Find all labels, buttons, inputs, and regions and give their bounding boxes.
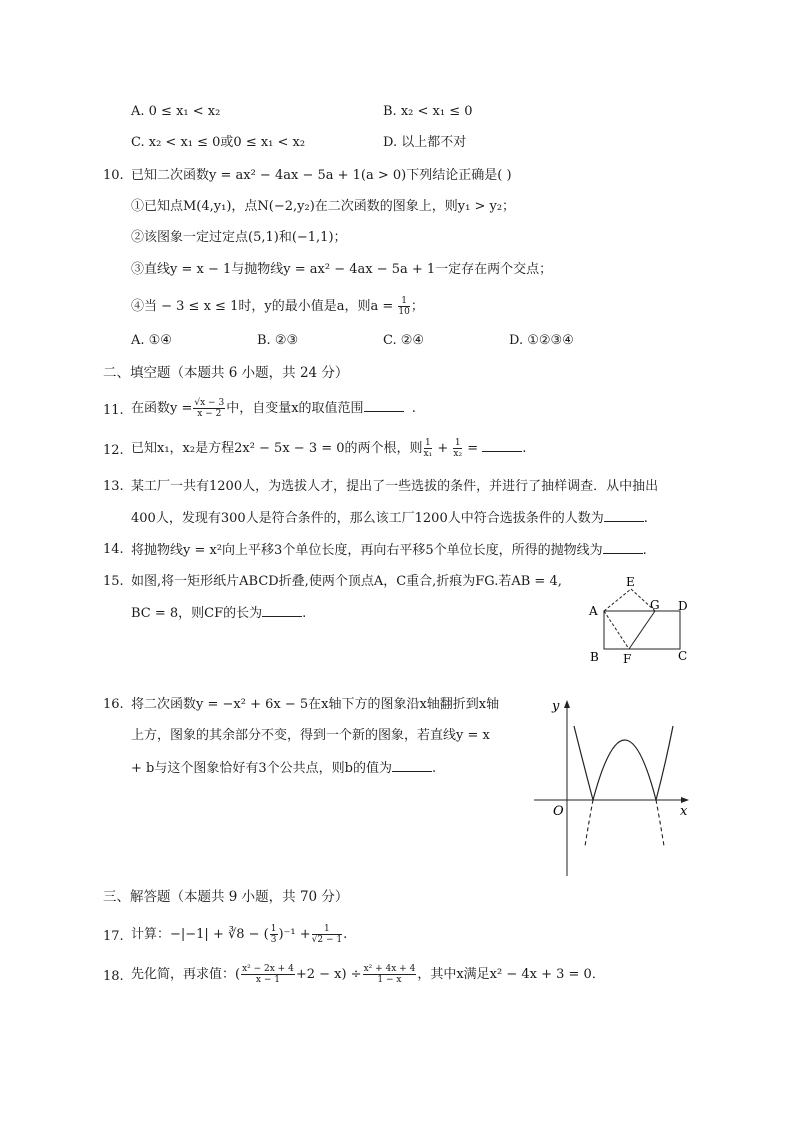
frac-denominator: 10 (398, 307, 410, 317)
q10-number: 10. (103, 168, 124, 183)
label-e: E (626, 575, 635, 589)
right-branch-curve (656, 726, 673, 800)
label-a: A (589, 604, 598, 618)
q16-line-1: 将二次函数y = −x² + 6x − 5在x轴下方的图象沿x轴翻折到x轴 (131, 697, 500, 712)
q11-number: 11. (103, 403, 124, 418)
q14-text (131, 541, 647, 560)
q16-end: . (431, 761, 437, 776)
q17-fraction-1 (270, 924, 278, 945)
q12-answer-blank[interactable] (482, 439, 522, 452)
q16-line-3 (131, 759, 436, 778)
q15-line-2 (131, 604, 306, 623)
label-b: B (590, 650, 599, 664)
left-branch-curve (574, 726, 593, 800)
q10-option-d: D. ①②③④ (509, 333, 574, 348)
label-x: x (680, 804, 688, 819)
label-o: O (553, 804, 564, 819)
label-d: D (678, 599, 688, 613)
q11-text (131, 398, 416, 419)
y-axis-arrow-icon (564, 700, 570, 708)
q14-number: 14. (103, 542, 124, 557)
x-axis-arrow-icon (681, 797, 689, 803)
q18-number: 18. (103, 969, 124, 984)
frac-denominator: √2 − 1 (311, 935, 343, 945)
q13-answer-blank[interactable] (604, 509, 644, 522)
q10-statement-3: ③直线y = x − 1与抛物线y = ax² − 4ax − 5a + 1一定存在两个交点； (131, 262, 553, 277)
q17-end: . (343, 927, 348, 942)
q12-fraction-2 (453, 438, 462, 459)
q15-answer-blank[interactable] (262, 604, 302, 617)
section-2-heading: 二、填空题（本题共 6 小题，共 24 分） (103, 365, 349, 381)
dashed-original-right (656, 800, 664, 846)
q10-s4-end: ； (410, 299, 424, 314)
q13-end: . (643, 511, 648, 526)
q15-number: 15. (103, 574, 124, 589)
q18-post: ，其中x满足x² − 4x + 3 = 0． (417, 967, 605, 982)
q10-statement-4 (131, 296, 424, 317)
q16-line-3-text: + b与这个图象恰好有3个公共点，则b的值为 (131, 761, 392, 776)
q18-text (131, 964, 605, 985)
q12-text (131, 438, 526, 459)
q17-fraction-2 (312, 924, 342, 945)
q17-text (131, 924, 347, 945)
crease-fg (629, 611, 655, 649)
q13-number: 13. (103, 479, 124, 494)
label-y: y (552, 699, 560, 714)
frac-denominator: x − 1 (255, 975, 280, 985)
q18-fraction-2 (363, 964, 417, 985)
q10-statement-1: ①已知点M(4,y₁)，点N(−2,y₂)在二次函数的图象上，则y₁ > y₂； (131, 199, 516, 214)
q11-post: 中，自变量x的取值范围 (226, 401, 364, 416)
q15-rectangle-fold-figure (584, 574, 694, 669)
q18-mid: +2 − x) ÷ (295, 967, 362, 982)
q12-fraction-1 (424, 438, 433, 459)
frac-denominator: 3 (270, 935, 277, 945)
q16-number: 16. (103, 697, 124, 712)
q17-pre: 计算：−|−1| + ∛8 − ( (131, 927, 269, 942)
q11-answer-blank[interactable] (364, 399, 404, 412)
fold-edge-af (604, 611, 629, 649)
q11-end: . (411, 401, 416, 416)
frac-denominator: x₂ (453, 449, 463, 459)
q15-line-2-text: BC = 8，则CF的长为 (131, 606, 263, 621)
q9-option-d: D. 以上都不对 (383, 135, 467, 150)
q12-number: 12. (103, 443, 124, 458)
frac-numerator: 1 (312, 924, 342, 935)
q16-graph-figure (530, 696, 695, 881)
q18-fraction-1 (241, 964, 295, 985)
dashed-original-left (585, 800, 593, 846)
frac-numerator: 1 (454, 438, 461, 448)
q13-line-2 (131, 509, 648, 528)
q16-answer-blank[interactable] (392, 759, 432, 772)
q18-pre: 先化简，再求值：( (131, 967, 241, 982)
fold-edge-ae (604, 589, 631, 611)
frac-numerator: 1 (425, 438, 431, 448)
q14-end: . (642, 543, 647, 558)
q10-option-b: B. ②③ (257, 333, 299, 348)
frac-denominator: 1 − x (377, 975, 402, 985)
frac-numerator: 1 (398, 296, 409, 307)
q10-s4-text: ④当 − 3 ≤ x ≤ 1时，y的最小值是a，则a = (131, 299, 398, 314)
label-f: F (623, 652, 632, 666)
q10-s4-fraction (398, 296, 409, 317)
reflected-arch-curve (593, 740, 656, 800)
q10-statement-2: ②该图象一定过定点(5,1)和(−1,1)； (131, 230, 347, 245)
frac-numerator: x² + 4x + 4 (363, 964, 416, 974)
frac-denominator: x₁ (423, 449, 433, 459)
q13-line-2-text: 400人，发现有300人是符合条件的，那么该工厂1200人中符合选拔条件的人数为 (131, 511, 604, 526)
q9-option-c: C. x₂ < x₁ ≤ 0或0 ≤ x₁ < x₂ (131, 135, 306, 150)
q12-pre: 已知x₁，x₂是方程2x² − 5x − 3 = 0的两个根，则 (131, 441, 423, 456)
q9-option-a: A. 0 ≤ x₁ < x₂ (131, 104, 221, 119)
q15-end: . (302, 606, 307, 621)
frac-numerator: 1 (270, 924, 277, 934)
q17-number: 17. (103, 929, 124, 944)
q10-option-c: C. ②④ (383, 333, 425, 348)
q10-stem: 已知二次函数y = ax² − 4ax − 5a + 1(a > 0)下列结论正确是( ) (131, 168, 512, 183)
q16-line-2: 上方，图象的其余部分不变，得到一个新的图象，若直线y = x (131, 728, 490, 743)
frac-denominator: x − 2 (197, 409, 222, 419)
q17-mid: )⁻¹ + (278, 927, 311, 942)
q9-option-b: B. x₂ < x₁ ≤ 0 (383, 104, 473, 119)
frac-numerator: x² − 2x + 4 (242, 964, 294, 974)
q14-answer-blank[interactable] (603, 541, 643, 554)
q12-end: . (522, 441, 527, 456)
q12-equals: = (467, 441, 479, 456)
q14-text-body: 将抛物线y = x²向上平移3个单位长度，再向右平移5个单位长度，所得的抛物线为 (131, 543, 603, 558)
q12-plus: + (437, 441, 449, 456)
frac-numerator: √x − 3 (194, 398, 225, 408)
label-c: C (678, 649, 688, 663)
label-g: G (650, 598, 660, 612)
q15-line-1: 如图,将一矩形纸片ABCD折叠,使两个顶点A，C重合,折痕为FG.若AB = 4, (131, 574, 562, 589)
q13-line-1: 某工厂一共有1200人，为选拔人才，提出了一些选拔的条件，并进行了抽样调查．从中抽出 (131, 479, 659, 494)
q11-pre: 在函数y = (131, 401, 193, 416)
q10-option-a: A. ①④ (131, 333, 172, 348)
q11-fraction (193, 398, 225, 419)
section-3-heading: 三、解答题（本题共 9 小题，共 70 分） (103, 889, 349, 905)
